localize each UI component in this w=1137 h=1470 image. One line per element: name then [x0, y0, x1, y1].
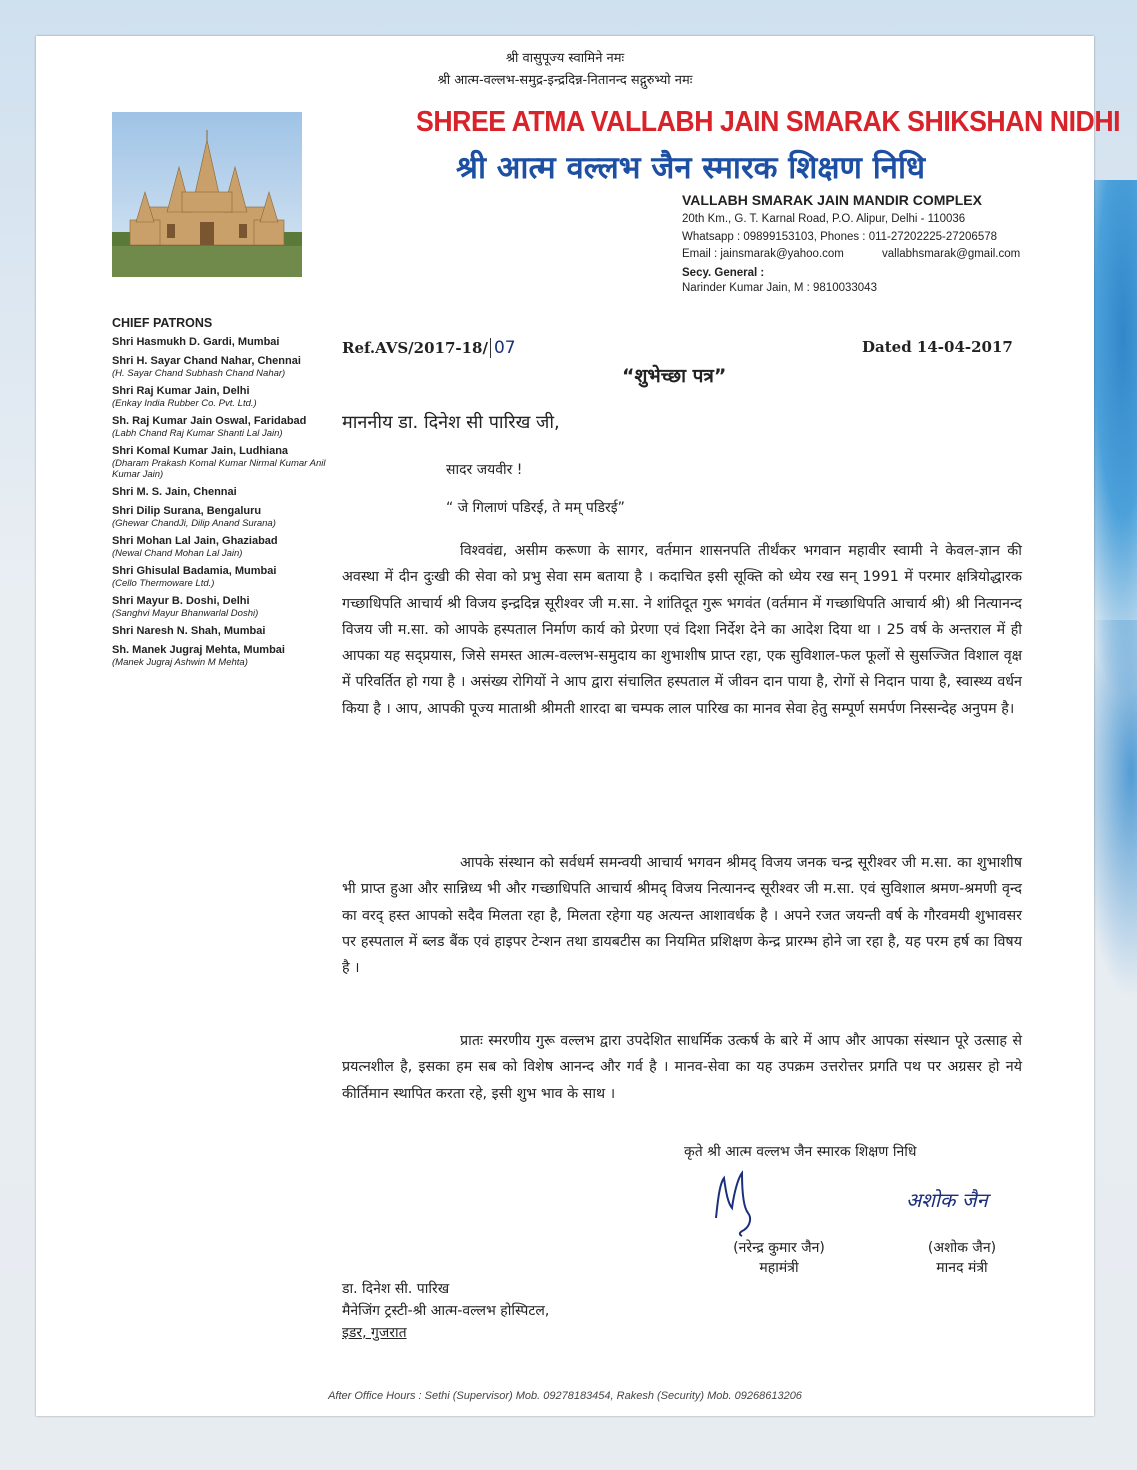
signatory-1-post: महामंत्री: [759, 1260, 799, 1276]
addressee-name: डा. दिनेश सी. पारिख: [342, 1281, 450, 1297]
email-address-2: vallabhsmarak@gmail.com: [882, 248, 1021, 260]
reference-handwritten-number: 07: [490, 338, 516, 358]
patron-item: Shri Naresh N. Shah, Mumbai: [112, 625, 266, 637]
addressee-block: [342, 1278, 549, 1344]
letter-subject: “शुभेच्छा पत्र”: [622, 365, 727, 387]
signatory-2-post: मानद मंत्री: [936, 1260, 988, 1276]
complex-name: VALLABH SMARAK JAIN MANDIR COMPLEX: [682, 192, 982, 208]
invocation-line-1: श्री वासुपूज्य स्वामिने नमः: [505, 51, 625, 66]
secretary-label: Secy. General :: [682, 267, 765, 279]
patron-item: Shri M. S. Jain, Chennai: [112, 486, 237, 498]
body-paragraph-2: आपके संस्थान को सर्वधर्म समन्वयी आचार्य भगवन श्रीमद् विजय जनक चन्द्र सूरीश्वर जी म.सा. का शुभाशीष भी प्राप्त हुआ और सान्निध्य भी और गच्छाधिपति आचार्य श्रीमद् विजय नित्यानन्द सूरीश्वर जी म.सा. एवं सुविशाल श्रमण-श्रमणी वृन्द का वरद् हस्त आपको सदैव मिलता रहा है, मिलता रहेगा यह अत्यन्त आशावर्धक है । अपने रजत जयन्ती वर्ष के गौरवमयी शुभावसर पर हस्पताल में ब्लड बैंक एवं हाइपर टेन्शन तथा डायबटीस का नियमित प्रशिक्षण केन्द्र प्रारम्भ होने जा रहा है, यह परम हर्ष का विषय है ।: [342, 855, 1022, 977]
patron-item: Shri Dilip Surana, Bengaluru (Ghewar ChandJi, Dilip Anand Surana): [112, 505, 276, 529]
patron-item: Shri H. Sayar Chand Nahar, Chennai (H. Sayar Chand Subhash Chand Nahar): [112, 355, 301, 379]
email-address-1: Email : jainsmarak@yahoo.com: [682, 248, 844, 260]
letter-date: Dated 14-04-2017: [862, 338, 1013, 356]
patron-item: Sh. Manek Jugraj Mehta, Mumbai (Manek Jugraj Ashwin M Mehta): [112, 644, 285, 668]
addressee-title: मैनेजिंग ट्रस्टी-श्री आत्म-वल्लभ होस्पिटल,: [342, 1303, 550, 1319]
signatory-2-name: (अशोक जैन): [927, 1240, 997, 1256]
greeting: सादर जयवीर !: [446, 462, 523, 478]
reference-prefix: Ref.AVS/2017-18/: [342, 339, 488, 357]
signoff-organization: कृते श्री आत्म वल्लभ जैन स्मारक शिक्षण निधि: [684, 1144, 917, 1160]
patron-item: Shri Ghisulal Badamia, Mumbai (Cello Thermoware Ltd.): [112, 565, 277, 589]
patron-item: Shri Mohan Lal Jain, Ghaziabad (Newal Chand Mohan Lal Jain): [112, 535, 278, 559]
letterhead-page: [36, 36, 1121, 1416]
quotation: “ जे गिलाणं पडिरई, ते मम् पडिरई”: [446, 500, 625, 516]
reference-number: [342, 338, 516, 358]
invocation-line-2: श्री आत्म-वल्लभ-समुद्र-इन्द्रदिन्न-नितानन्द सद्गुरुभ्यो नमः: [437, 73, 693, 88]
patron-item: Shri Hasmukh D. Gardi, Mumbai: [112, 336, 280, 348]
phone-numbers: Whatsapp : 09899153103, Phones : 011-27202225-27206578: [682, 231, 998, 243]
secretary-name: Narinder Kumar Jain, M : 9810033043: [682, 282, 877, 294]
organization-name-english: SHREE ATMA VALLABH JAIN SMARAK SHIKSHAN NIDHI: [416, 106, 1121, 138]
patron-item: Shri Mayur B. Doshi, Delhi (Sanghvi Mayur Bhanwarlal Doshi): [112, 595, 259, 619]
footer-contact: After Office Hours : Sethi (Supervisor) Mob. 09278183454, Rakesh (Security) Mob. 09268613206: [328, 1390, 802, 1402]
addressee-city: इडर, गुजरात: [342, 1325, 407, 1341]
postal-address: 20th Km., G. T. Karnal Road, P.O. Alipur, Delhi - 110036: [682, 213, 966, 225]
temple-image: [112, 112, 302, 277]
patron-item: Shri Komal Kumar Jain, Ludhiana (Dharam Prakash Komal Kumar Nirmal Kumar Anil Kumar Jain): [112, 445, 326, 480]
chief-patrons-title: CHIEF PATRONS: [112, 316, 213, 330]
patron-item: Sh. Raj Kumar Jain Oswal, Faridabad (Labh Chand Raj Kumar Shanti Lal Jain): [112, 415, 307, 439]
organization-name-hindi: श्री आत्म वल्लभ जैन स्मारक शिक्षण निधि: [456, 150, 926, 186]
patron-item: Shri Raj Kumar Jain, Delhi (Enkay India Rubber Co. Pvt. Ltd.): [112, 385, 257, 409]
chief-patrons-list: [112, 316, 342, 674]
salutation: माननीय डा. दिनेश सी पारिख जी,: [342, 412, 560, 433]
signatory-1-name: (नरेन्द्र कुमार जैन): [733, 1240, 825, 1256]
body-paragraph-1: विश्ववंद्य, असीम करूणा के सागर, वर्तमान शासनपति तीर्थंकर भगवान महावीर स्वामी ने केवल-ज्ञान की अवस्था में दीन दुःखी की सेवा को प्रभु सेवा सम बताया है । कदाचित इसी सूक्ति को ध्येय रख सन् 1991 में परमार क्षत्रियोद्धारक गच्छाधिपति आचार्य श्री विजय इन्द्रदिन्न सूरीश्वर जी म.सा. ने शांतिदूत गुरू भगवंत (वर्तमान में गच्छाधिपति आचार्य श्री) श्री नित्यानन्द विजय जी म.सा. को आपके हस्पताल निर्माण कार्य को प्रेरणा एवं दिशा निर्देश देने का आदेश दिया था । 25 वर्ष के अन्तराल में ही आपका यह सद्प्रयास, जिसे समस्त आत्म-वल्लभ-समुदाय का शुभाशीष प्राप्त रहा, एक सुविशाल-फल फूलों से सुसज्जित विशाल वृक्ष में परिवर्तित हो गया है । असंख्य रोगियों ने आप द्वारा संचालित हस्पताल में जीवन दान पाया है, रोगों से निदान पाया है, स्वास्थ्य वर्धन किया है । आप, आपकी पूज्य माताश्री श्रीमती शारदा बा चम्पक लाल पारिख का मानव सेवा हेतु सम्पूर्ण समर्पण निस्सन्देह अनुपम है।: [342, 543, 1022, 717]
signature-1: [708, 1168, 768, 1238]
signature-2: अशोक जैन: [906, 1188, 988, 1212]
body-paragraph-3: प्रातः स्मरणीय गुरू वल्लभ द्वारा उपदेशित साधर्मिक उत्कर्ष के बारे में आप और आपका संस्थान पूरे उत्साह से प्रयत्नशील है, इसका हम सब को विशेष आनन्द और गर्व है । मानव-सेवा का यह उपक्रम उत्तरोत्तर प्रगति पथ पर अग्रसर हो नये कीर्तिमान स्थापित करता रहे, इसी शुभ भाव के साथ ।: [342, 1033, 1022, 1102]
